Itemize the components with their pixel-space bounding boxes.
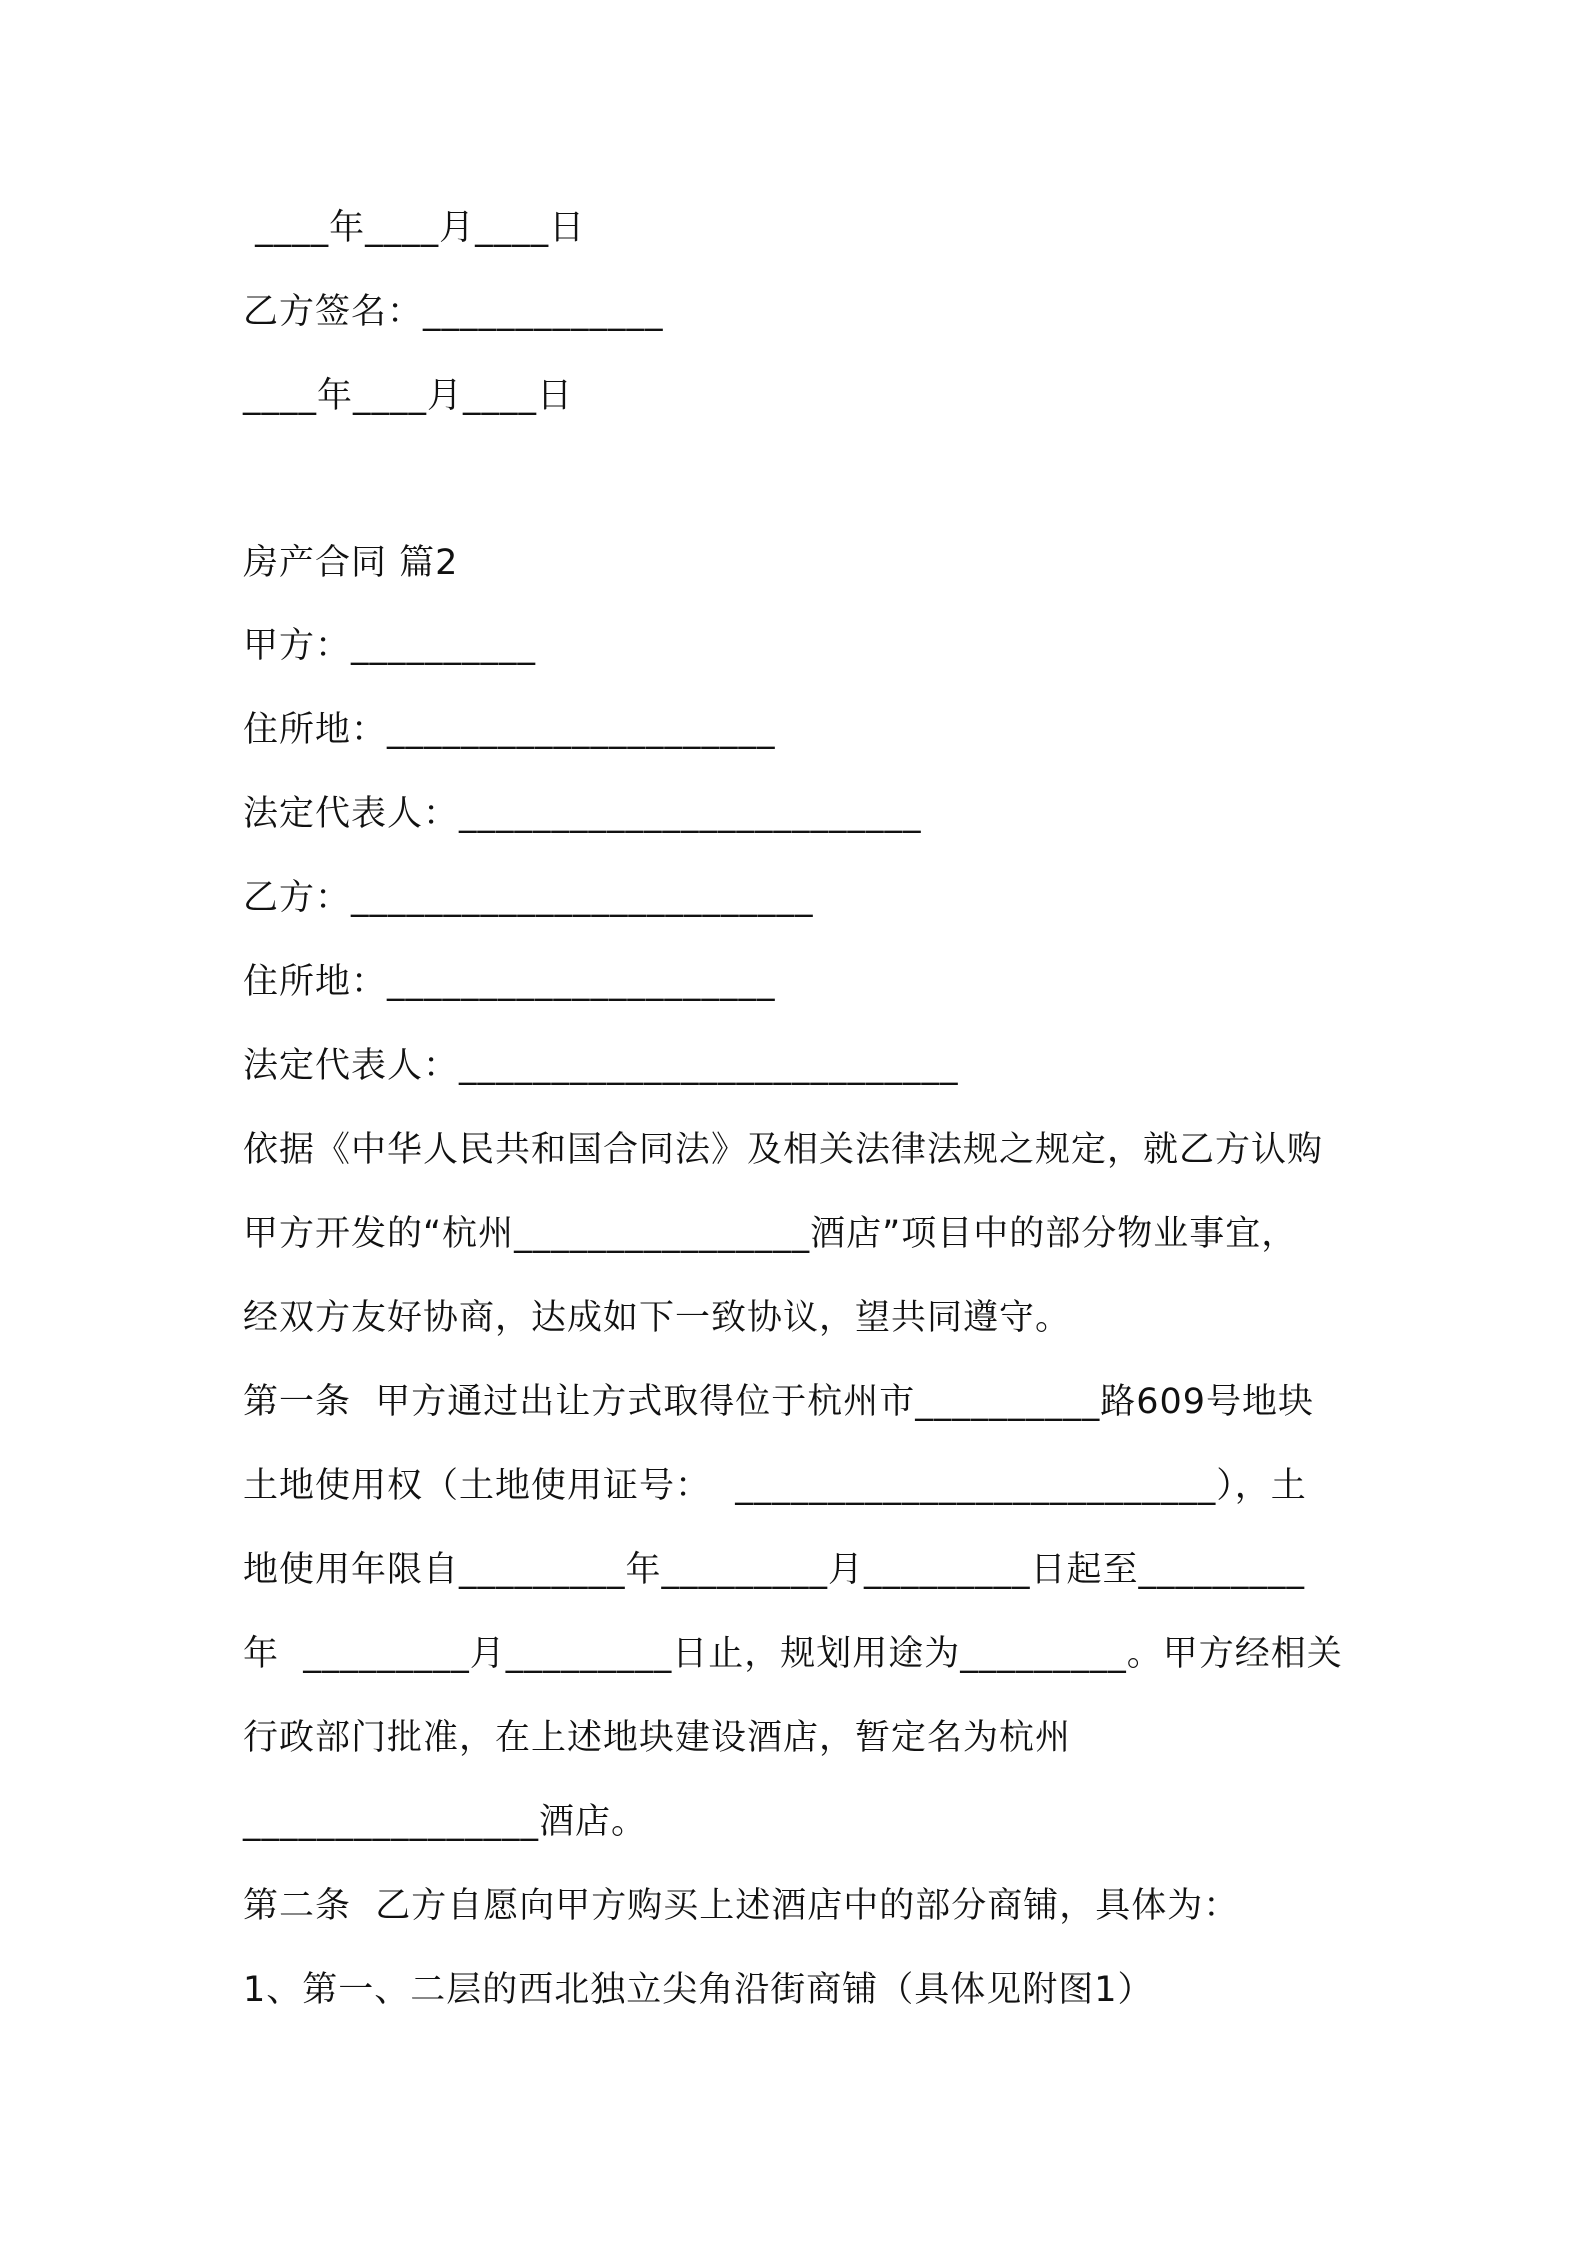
party-b-line: 乙方：_________________________ bbox=[243, 878, 814, 918]
article-1-line-2: 土地使用权（土地使用证号： __________________________），土 bbox=[243, 1466, 1307, 1506]
yi-signature-line: 乙方签名：_____________ bbox=[243, 292, 664, 332]
yi-signature-date-line: ____年____月____日 bbox=[243, 376, 574, 416]
article-1-line-5: 行政部门批准，在上述地块建设酒店，暂定名为杭州 bbox=[243, 1718, 1072, 1758]
article-2-line-1: 第二条 乙方自愿向甲方购买上述酒店中的部分商铺，具体为： bbox=[243, 1886, 1240, 1926]
article-2-item-1: 1、第一、二层的西北独立尖角沿街商铺（具体见附图1） bbox=[243, 1970, 1154, 2010]
preamble-line-3: 经双方友好协商，达成如下一致协议，望共同遵守。 bbox=[243, 1298, 1072, 1338]
party-b-address-line: 住所地：_____________________ bbox=[243, 962, 776, 1002]
preamble-line-1: 依据《中华人民共和国合同法》及相关法律法规之规定，就乙方认购 bbox=[243, 1130, 1324, 1170]
party-a-line: 甲方：__________ bbox=[243, 626, 537, 666]
section-title: 房产合同 篇2 bbox=[243, 543, 459, 583]
party-b-legal-rep-line: 法定代表人：___________________________ bbox=[243, 1046, 959, 1086]
article-1-line-1: 第一条 甲方通过出让方式取得位于杭州市__________路609号地块 bbox=[243, 1382, 1315, 1422]
jia-signature-date-line: ____年____月____日 bbox=[243, 208, 586, 248]
preamble-line-2: 甲方开发的“杭州________________酒店”项目中的部分物业事宜， bbox=[243, 1214, 1298, 1254]
article-1-line-6: ________________酒店。 bbox=[243, 1802, 648, 1842]
article-1-line-4: 年 _________月_________日止，规划用途为_________。甲方经相关 bbox=[243, 1634, 1343, 1674]
article-1-line-3: 地使用年限自_________年_________月_________日起至_________ bbox=[243, 1550, 1306, 1590]
party-a-address-line: 住所地：_____________________ bbox=[243, 710, 776, 750]
party-a-legal-rep-line: 法定代表人：_________________________ bbox=[243, 794, 922, 834]
